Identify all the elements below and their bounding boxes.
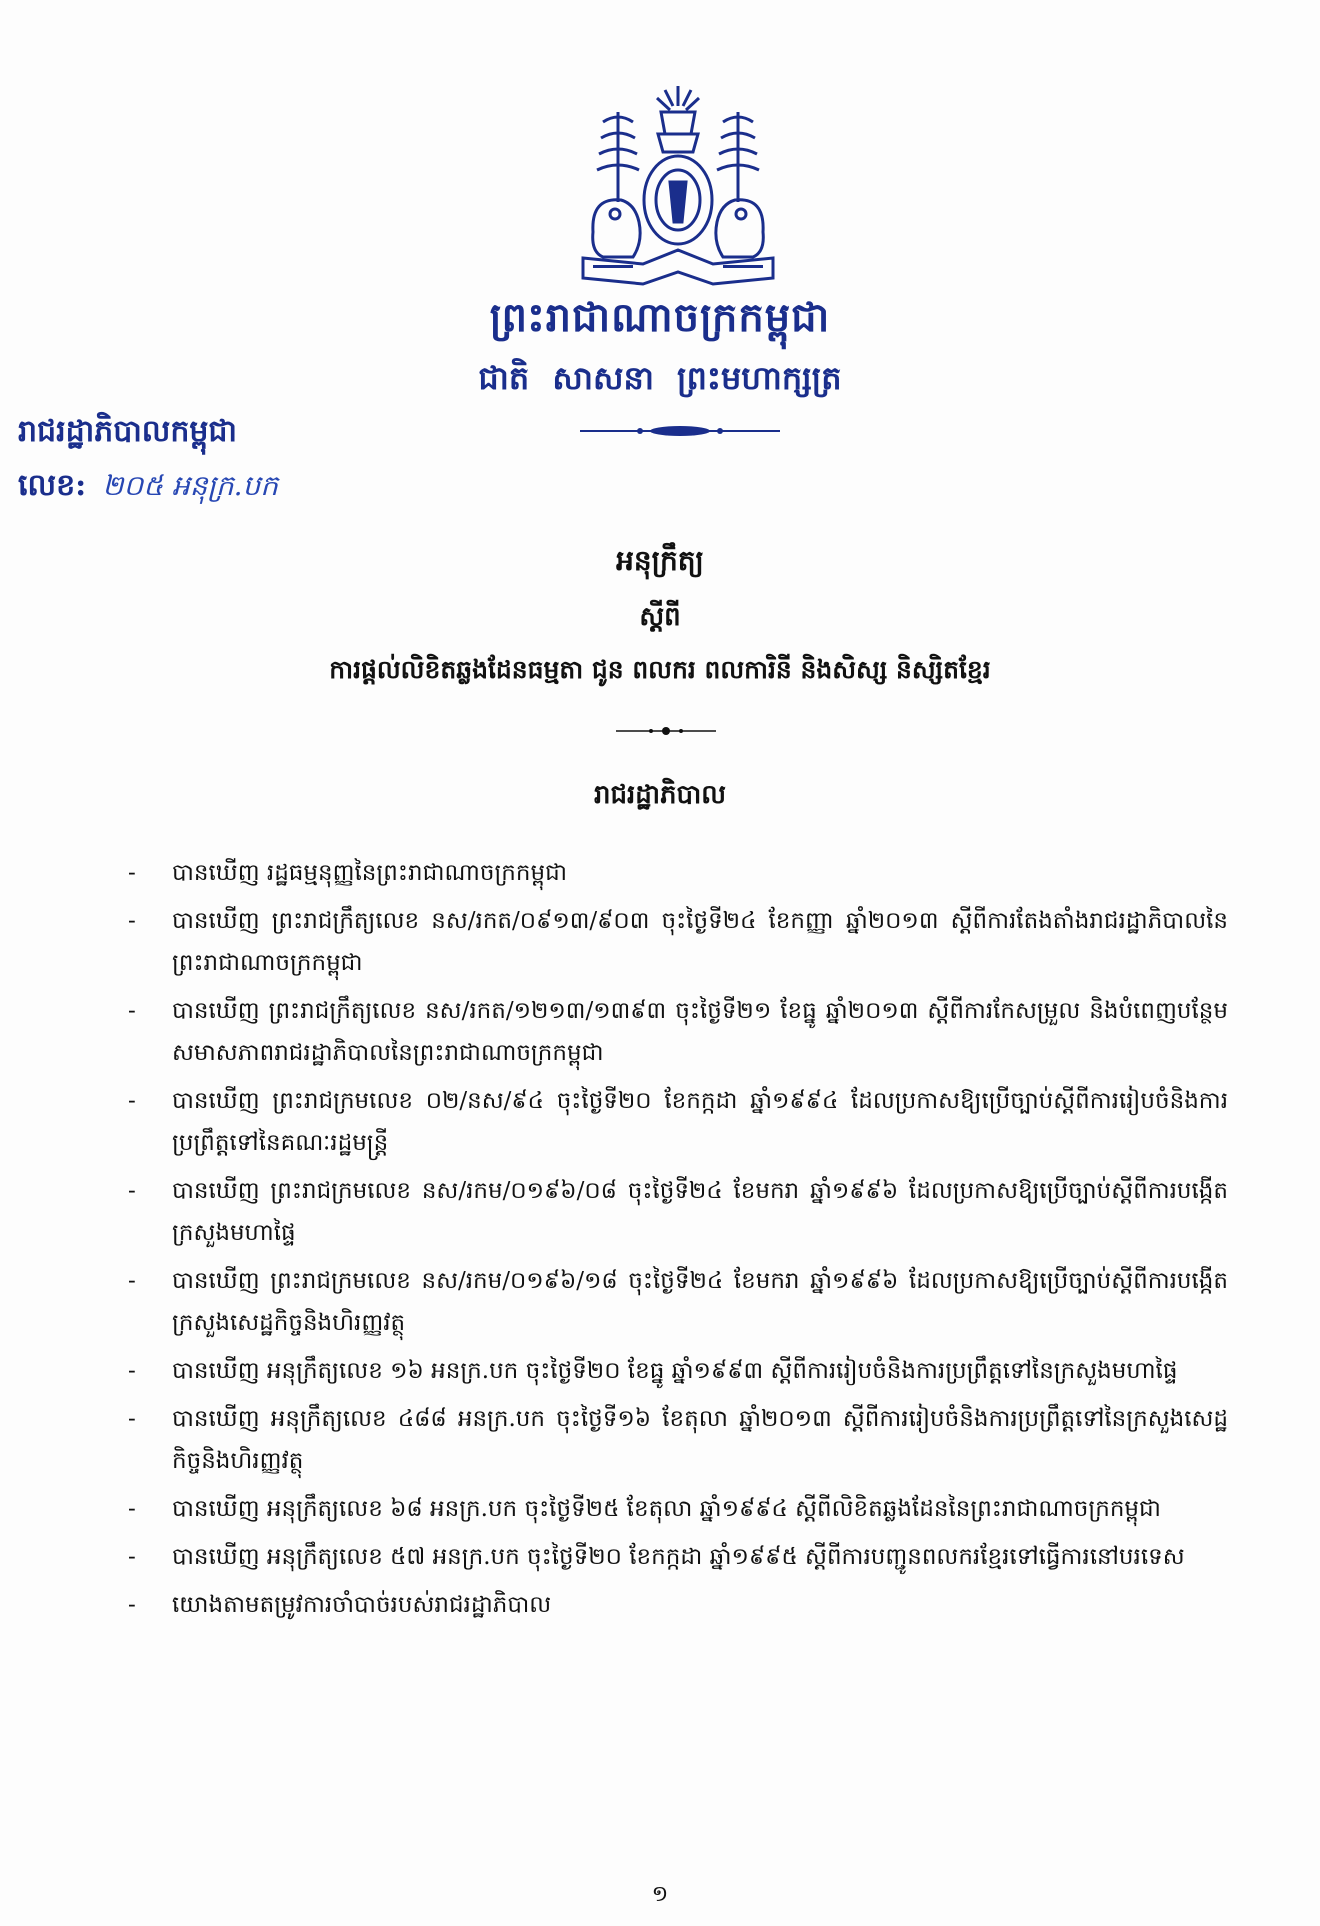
document-number-label: លេខ: bbox=[18, 468, 87, 503]
preamble-list bbox=[128, 852, 1228, 1632]
list-dash: - bbox=[128, 998, 136, 1024]
list-item bbox=[128, 1260, 1228, 1344]
list-item bbox=[128, 1398, 1228, 1482]
list-dash: - bbox=[128, 1592, 136, 1618]
decorative-divider-icon bbox=[580, 424, 780, 438]
list-dash: - bbox=[128, 1544, 136, 1570]
list-dash: - bbox=[128, 1406, 136, 1432]
list-item-text: បានឃើញ អនុក្រឹត្យលេខ ៤៨៨ អនក្រ.បក ចុះថ្ងៃទី១៦ ខែតុលា ឆ្នាំ២០១៣ ស្តីពីការរៀបចំនិងការប្រព្រឹត្តទៅនៃក្រសួងសេដ្ឋកិច្ចនិងហិរញ្ញវត្ថុ bbox=[172, 1406, 1228, 1474]
list-item-text: បានឃើញ ព្រះរាជក្រមលេខ នស/រកម/០១៩៦/០៨ ចុះថ្ងៃទី២៤ ខែមករា ឆ្នាំ១៩៩៦ ដែលប្រកាសឱ្យប្រើច្បាប់ស្តីពីការបង្កើតក្រសួងមហាផ្ទៃ bbox=[172, 1178, 1228, 1246]
kingdom-title: ព្រះរាជាណាចក្រកម្ពុជា bbox=[489, 294, 831, 341]
list-dash: - bbox=[128, 1496, 136, 1522]
list-item bbox=[128, 1080, 1228, 1164]
list-item bbox=[128, 1488, 1228, 1530]
government-name: រាជរដ្ឋាភិបាលកម្ពុជា bbox=[18, 414, 237, 449]
list-item-text: បានឃើញ អនុក្រឹត្យលេខ ១៦ អនក្រ.បក ចុះថ្ងៃទី២០ ខែធ្នូ ឆ្នាំ១៩៩៣ ស្តីពីការរៀបចំនិងការប្រព្រឹត្តទៅនៃក្រសួងមហាផ្ទៃ bbox=[172, 1358, 1178, 1384]
list-item-text: បានឃើញ អនុក្រឹត្យលេខ ៦៨ អនក្រ.បក ចុះថ្ងៃទី២៥ ខែតុលា ឆ្នាំ១៩៩៤ ស្តីពីលិខិតឆ្លងដែននៃព្រះរាជាណាចក្រកម្ពុជា bbox=[172, 1496, 1161, 1522]
decree-subject-heading: ការផ្តល់លិខិតឆ្លងដែនធម្មតា ជូន ពលករ ពលការិនី និងសិស្ស និស្សិតខ្មែរ bbox=[329, 655, 991, 684]
list-dash: - bbox=[128, 1178, 136, 1204]
list-dash: - bbox=[128, 908, 136, 934]
list-item bbox=[128, 1584, 1228, 1626]
list-dash: - bbox=[128, 1268, 136, 1294]
list-item-text: យោងតាមតម្រូវការចាំបាច់របស់រាជរដ្ឋាភិបាល bbox=[172, 1592, 552, 1618]
list-item-text: បានឃើញ អនុក្រឹត្យលេខ ៥៧ អនក្រ.បក ចុះថ្ងៃទី២០ ខែកក្កដា ឆ្នាំ១៩៩៥ ស្តីពីការបញ្ជូនពលករខ្មែរទៅធ្វើការនៅបរទេស bbox=[172, 1544, 1185, 1570]
list-item-text: បានឃើញ ព្រះរាជក្រឹត្យលេខ នស/រកត/១២១៣/១៣៩៣ ចុះថ្ងៃទី២១ ខែធ្នូ ឆ្នាំ២០១៣ ស្តីពីការកែសម្រួល និងបំពេញបន្ថែមសមាសភាពរាជរដ្ឋាភិបាលនៃព្រះរាជាណាចក្រកម្ពុជា bbox=[172, 998, 1228, 1066]
list-item-text: បានឃើញ ព្រះរាជក្រមលេខ នស/រកម/០១៩៦/១៨ ចុះថ្ងៃទី២៤ ខែមករា ឆ្នាំ១៩៩៦ ដែលប្រកាសឱ្យប្រើច្បាប់ស្តីពីការបង្កើតក្រសួងសេដ្ឋកិច្ចនិងហិរញ្ញវត្ថុ bbox=[172, 1268, 1228, 1336]
list-dash: - bbox=[128, 1088, 136, 1114]
decree-about-heading: ស្តីពី bbox=[639, 602, 681, 632]
list-item-text: បានឃើញ រដ្ឋធម្មនុញ្ញនៃព្រះរាជាណាចក្រកម្ពុជា bbox=[172, 860, 567, 886]
list-dash: - bbox=[128, 1358, 136, 1384]
list-item-text: បានឃើញ ព្រះរាជក្រមលេខ ០២/នស/៩៤ ចុះថ្ងៃទី២០ ខែកក្កដា ឆ្នាំ១៩៩៤ ដែលប្រកាសឱ្យប្រើច្បាប់ស្តីពីការរៀបចំនិងការប្រព្រឹត្តទៅនៃគណៈរដ្ឋមន្ត្រី bbox=[172, 1088, 1228, 1156]
royal-coat-of-arms-emblem bbox=[573, 82, 783, 292]
list-item bbox=[128, 990, 1228, 1074]
document-number-value: ២០៥ អនុក្រ.បក bbox=[102, 469, 279, 502]
national-motto: ជាតិ សាសនា ព្រះមហាក្សត្រ bbox=[478, 359, 842, 397]
list-item bbox=[128, 1170, 1228, 1254]
list-item-text: បានឃើញ ព្រះរាជក្រឹត្យលេខ នស/រកត/០៩១៣/៩០៣ ចុះថ្ងៃទី២៤ ខែកញ្ញា ឆ្នាំ២០១៣ ស្តីពីការតែងតាំងរាជរដ្ឋាភិបាលនៃព្រះរាជាណាចក្រកម្ពុជា bbox=[172, 908, 1228, 976]
decorative-divider-small-icon bbox=[616, 725, 716, 737]
decree-type-heading: អនុក្រឹត្យ bbox=[616, 544, 704, 577]
list-item bbox=[128, 852, 1228, 894]
issuer-heading: រាជរដ្ឋាភិបាល bbox=[593, 780, 727, 810]
list-item bbox=[128, 1536, 1228, 1578]
document-number bbox=[18, 466, 278, 510]
list-dash: - bbox=[128, 860, 136, 886]
list-item bbox=[128, 900, 1228, 984]
page-number: ១ bbox=[651, 1882, 669, 1907]
list-item bbox=[128, 1350, 1228, 1392]
